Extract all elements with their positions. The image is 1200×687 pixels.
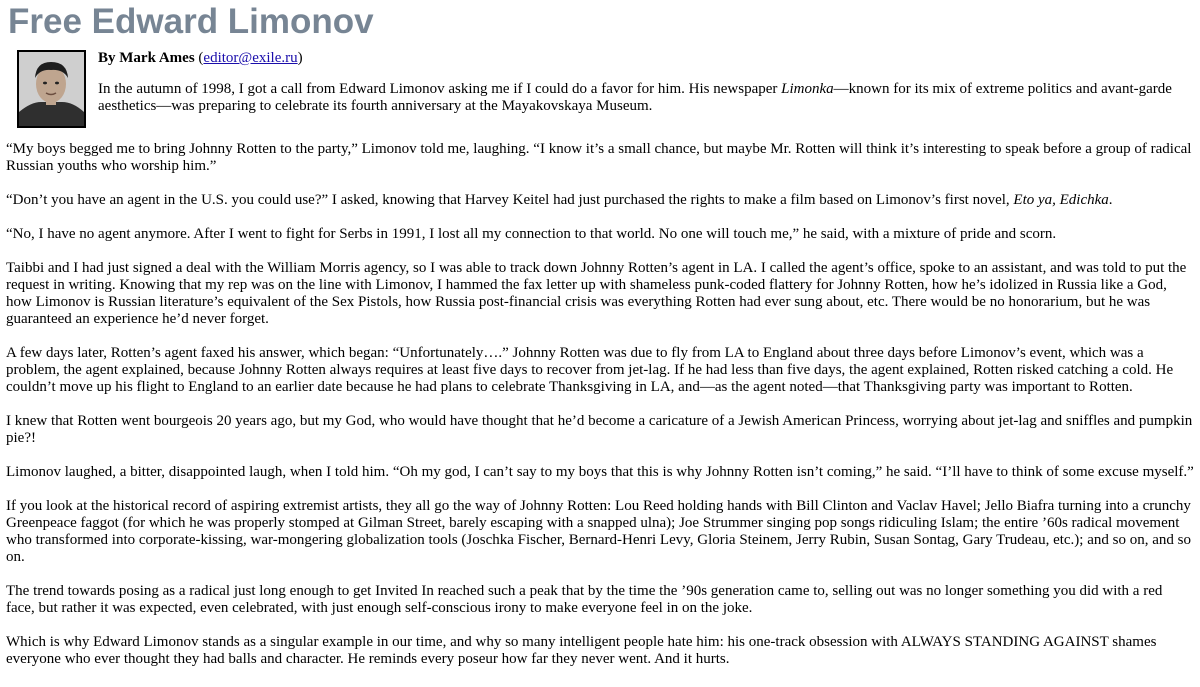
author-name: By Mark Ames: [98, 50, 195, 66]
article-title: Free Edward Limonov: [8, 2, 374, 41]
email-close-paren: ): [297, 50, 303, 66]
article-intro: [6, 49, 1194, 129]
author-email-link[interactable]: editor@exile.ru: [203, 50, 298, 66]
paragraph-6: I knew that Rotten went bourgeois 20 years ago, but my God, who would have thought that he’d become a caricature of a Jewish American Princess, worrying about jet-lag and sniffles and pumpkin pie?!: [6, 413, 1193, 446]
newspaper-title: Limonka: [781, 81, 834, 97]
lead-paragraph: [98, 81, 1188, 115]
paragraph-3: “No, I have no agent anymore. After I went to fight for Serbs in 1991, I lost all my connection to that world. No one will touch me,” he said, with a mixture of pride and scorn.: [6, 226, 1057, 242]
paragraph-5: A few days later, Rotten’s agent faxed his answer, which began: “Unfortunately….” Johnny Rotten was due to fly from LA to England about three days before Limonov’s event, which was a problem, the agent explained, because Johnny Rotten always requires at least five days to recover from jet-lag. If he had less than five days, the agent explained, Rotten risked catching a cold. He couldn’t move up his flight to England to an earlier date because he had plans to celebrate Thanksgiving in LA, and—as the agent noted—that Thanksgiving party was important to Rotten.: [6, 345, 1174, 395]
paragraph-2-text: “Don’t you have an agent in the U.S. you could use?” I asked, knowing that Harvey Keitel had just purchased the rights to make a film based on Limonov’s first novel,: [6, 192, 1014, 208]
paragraph-2-end: .: [1108, 192, 1113, 208]
lead-text-end: —known for its mix of extreme politics and avant-garde aesthetics—was preparing to celebrate its fourth anniversary at the Mayakovskaya Museum.: [98, 81, 1172, 114]
author-photo-icon: [17, 50, 86, 128]
paragraph-9: The trend towards posing as a radical just long enough to get Invited In reached such a peak that by the time the ’90s generation came to, selling out was no longer something you did with a red face, but rather it was expected, even celebrated, with just enough self-conscious irony to make everyone feel in on the joke.: [6, 583, 1163, 616]
novel-title: Eto ya, Edichka: [1013, 192, 1109, 208]
article-body: [6, 141, 1194, 668]
paragraph-7: Limonov laughed, a bitter, disappointed laugh, when I told him. “Oh my god, I can’t say to my boys that this is why Johnny Rotten isn’t coming,” he said. “I’ll have to think of some excuse myself.”: [6, 464, 1194, 480]
article-byline: [98, 49, 303, 68]
paragraph-1: “My boys begged me to bring Johnny Rotten to the party,” Limonov told me, laughing. “I know it’s a small chance, but maybe Mr. Rotten will think it’s interesting to speak before a group of radical Russian youths who worship him.”: [6, 141, 1192, 174]
email-open-paren: (: [198, 50, 204, 66]
paragraph-4: Taibbi and I had just signed a deal with the William Morris agency, so I was able to track down Johnny Rotten’s agent in LA. I called the agent’s office, spoke to an assistant, and was told to put the request in writing. Knowing that my rep was on the line with Limonov, I hammed the fax letter up with shameless punk-coded flattery for Johnny Rotten, how he’s idolized in Russia like a God, how Limonov is Russian literature’s equivalent of the Sex Pistols, how Russia post-financial crisis was everything Rotten had ever sung about, etc. There would be no honorarium, but he was guaranteed an experience he’d never forget.: [6, 260, 1187, 327]
lead-text-start: In the autumn of 1998, I got a call from Edward Limonov asking me if I could do a favor for him. His newspaper: [98, 81, 782, 97]
paragraph-2: [6, 192, 1194, 209]
paragraph-10: Which is why Edward Limonov stands as a singular example in our time, and why so many intelligent people hate him: his one-track obsession with ALWAYS STANDING AGAINST shames everyone who ever thought they had balls and character. He reminds every poseur how far they never went. And it hurts.: [6, 634, 1157, 667]
paragraph-8: If you look at the historical record of aspiring extremist artists, they all go the way of Johnny Rotten: Lou Reed holding hands with Bill Clinton and Vaclav Havel; Jello Biafra turning into a crunchy Greenpeace faggot (for which he was properly stomped at Gilman Street, barely escaping with a snapped ulna); Joe Strummer singing pop songs ridiculing Islam; the entire ’60s radical movement who transformed into corporate-kissing, war-mongering globalization tools (Joschka Fischer, Bernard-Henri Levy, Gloria Steinem, Jerry Rubin, Susan Sontag, Gary Trudeau, etc.); and so on, and so on.: [6, 498, 1191, 565]
author-portrait-icon: [19, 52, 84, 126]
